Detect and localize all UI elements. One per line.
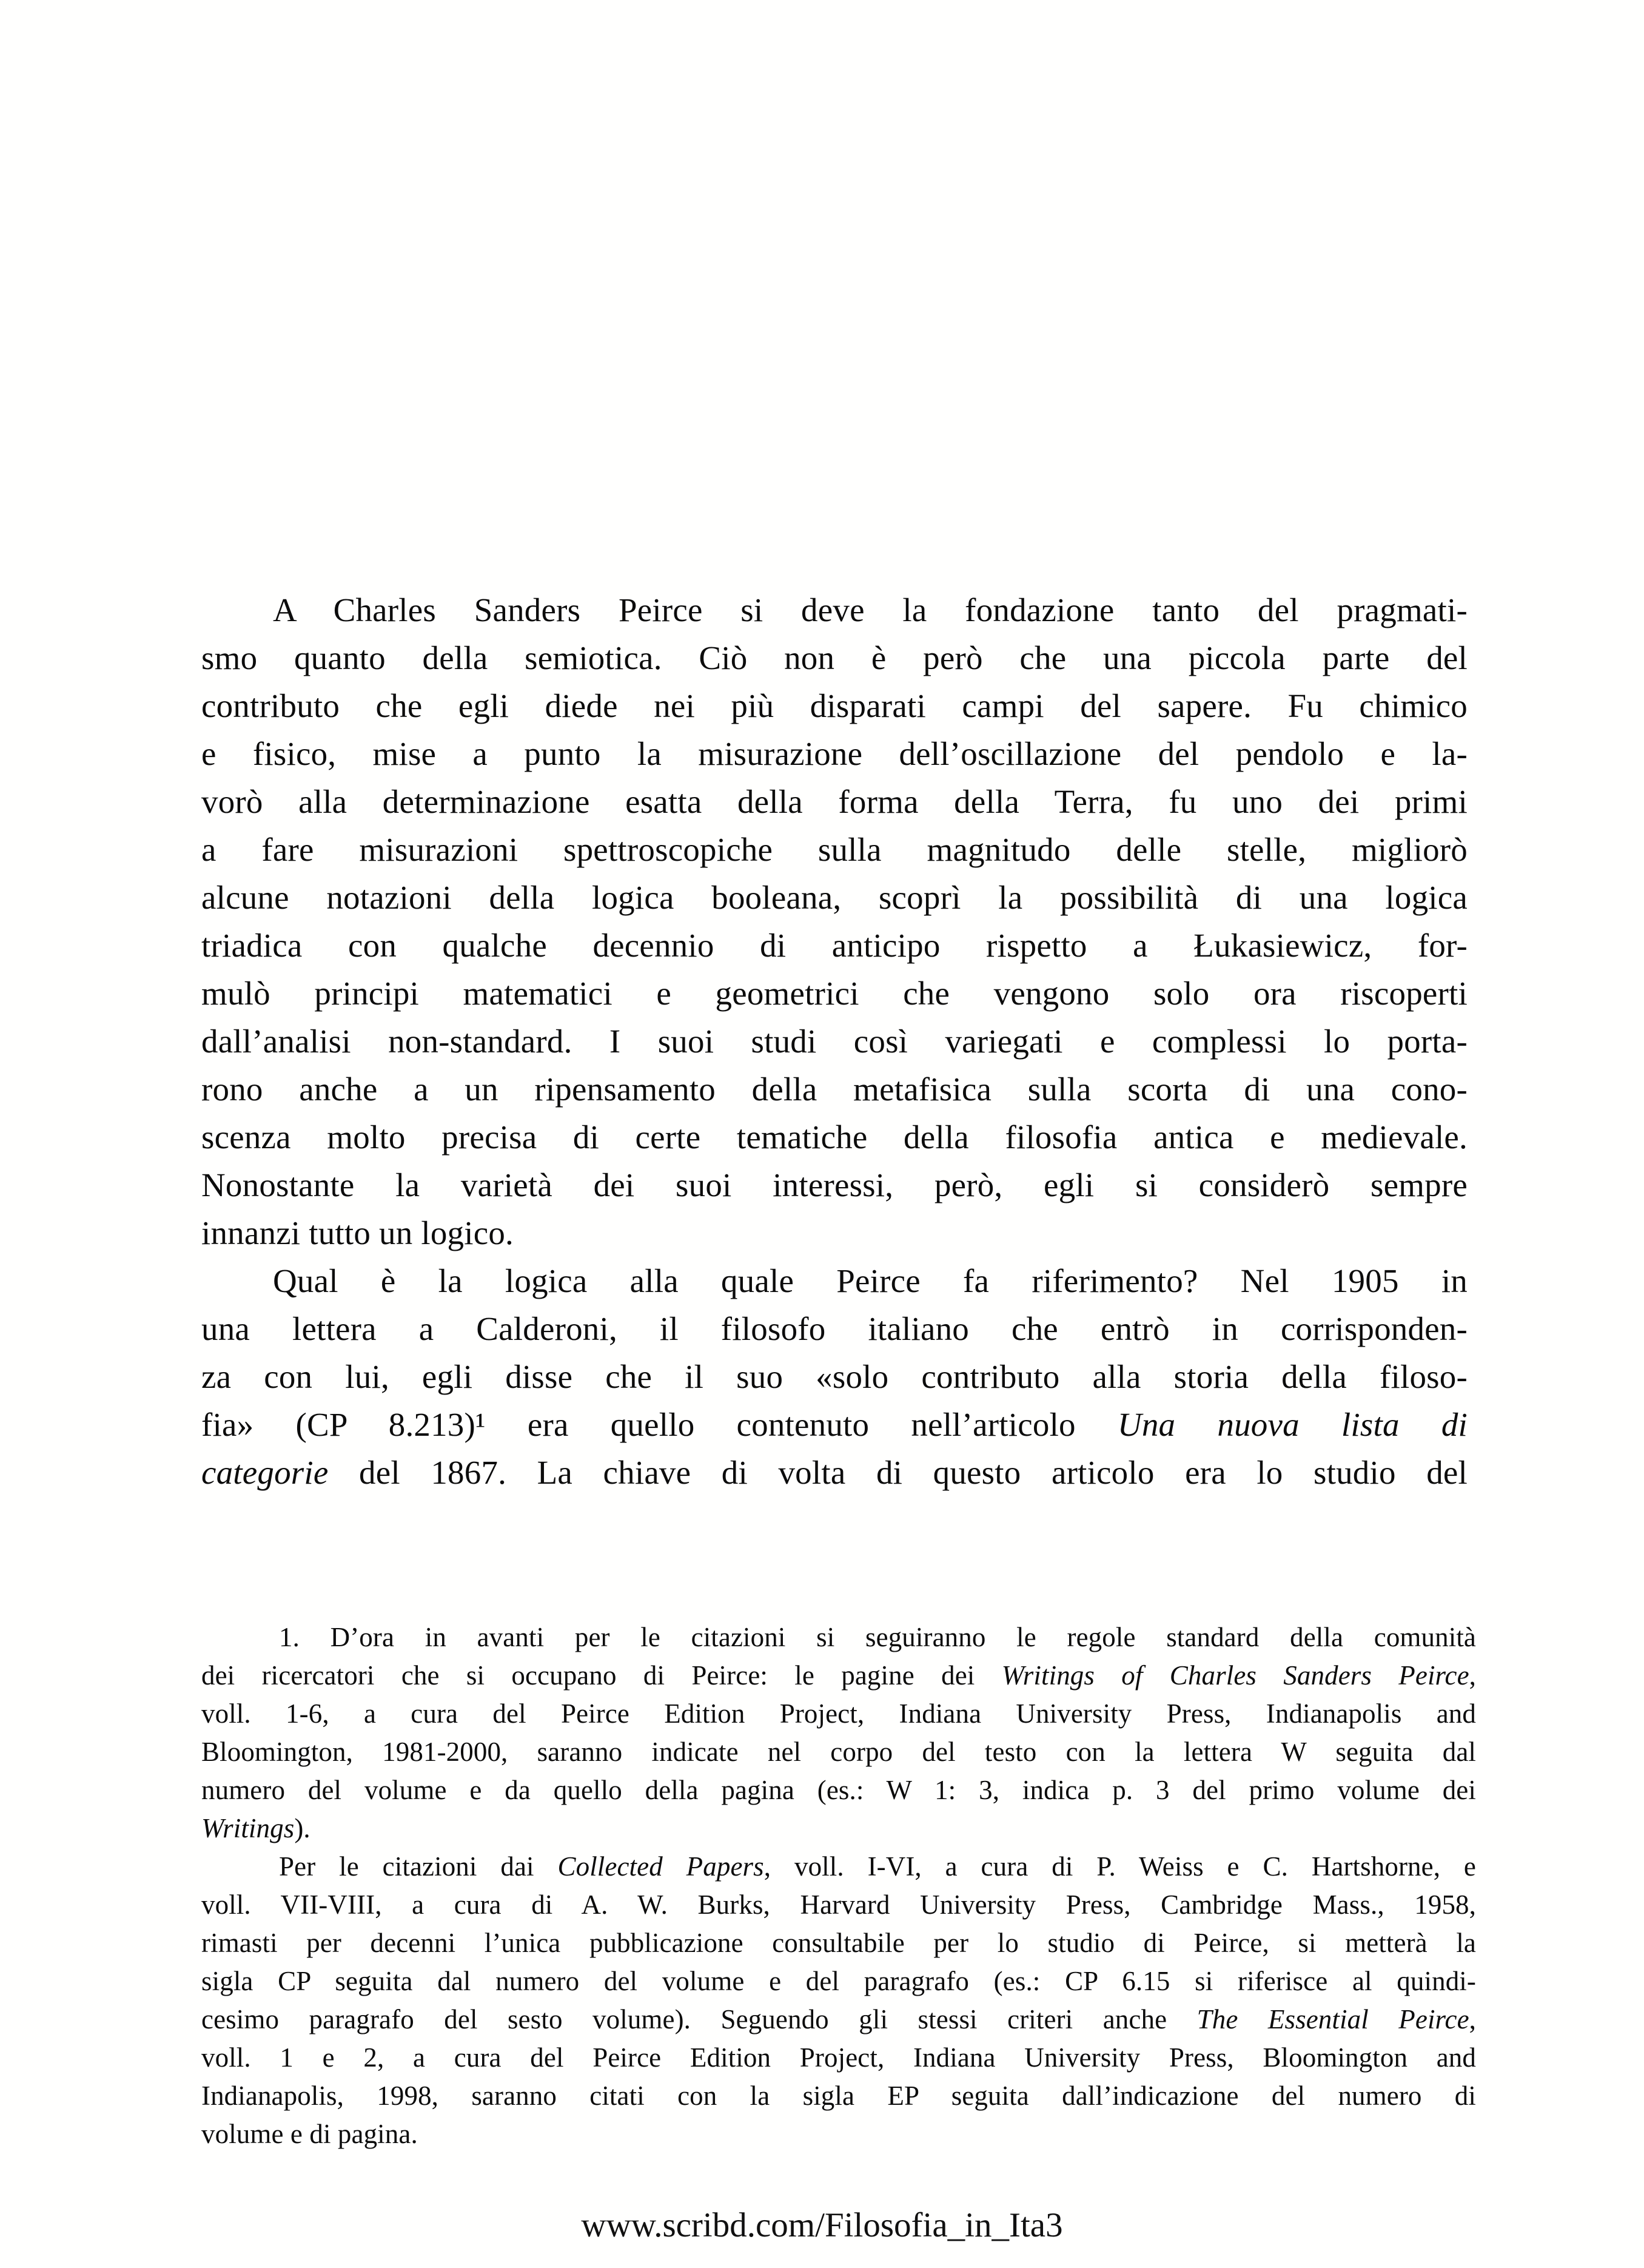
text-segment: e fisico, mise a punto la misurazione dell’oscillazione del pendolo e la- [201,735,1468,772]
text-line [201,1257,1468,1305]
text-segment: a fare misurazioni spettroscopiche sulla magnitudo delle stelle, migliorò [201,831,1468,868]
text-line [201,1065,1468,1113]
text-line [201,682,1468,730]
text-segment: 1. D’ora in avanti per le citazioni si seguiranno le regole standard della comunità [279,1622,1476,1652]
watermark-url: www.scribd.com/Filosofia_in_Ita3 [581,2206,1063,2244]
italic-text-segment: categorie [201,1454,329,1491]
text-segment: , [1469,2004,1476,2034]
text-line [201,634,1468,682]
text-line [201,1809,1476,1848]
text-segment: voll. 1 e 2, a cura del Peirce Edition Project, Indiana University Press, Bloomington and [201,2042,1476,2073]
text-line [201,2000,1476,2039]
text-segment: rono anche a un ripensamento della metafisica sulla scorta di una cono- [201,1071,1468,1108]
text-line [201,2077,1476,2115]
italic-text-segment: Writings [201,1813,295,1843]
text-line [201,2039,1476,2077]
text-line [201,1924,1476,1962]
text-segment: Indianapolis, 1998, saranno citati con la sigla EP seguita dall’indicazione del numero di [201,2081,1476,2111]
text-segment: voll. VII-VIII, a cura di A. W. Burks, Harvard University Press, Cambridge Mass., 1958, [201,1889,1476,1920]
text-line [201,1161,1468,1209]
text-line [201,1657,1476,1695]
text-line [201,1449,1468,1496]
main-text-block [201,586,1468,1496]
text-segment: Per le citazioni dai [279,1851,558,1882]
text-segment: Bloomington, 1981-2000, saranno indicate nel corpo del testo con la lettera W seguita dal [201,1737,1476,1767]
text-segment: volume e di pagina. [201,2119,418,2149]
text-line [201,826,1468,873]
text-segment: rimasti per decenni l’unica pubblicazione consultabile per lo studio di Peirce, si metterà la [201,1928,1476,1958]
text-line [201,778,1468,826]
text-segment: scenza molto precisa di certe tematiche della filosofia antica e medievale. [201,1119,1468,1156]
text-line [201,1733,1476,1771]
italic-text-segment: Collected Papers [557,1851,764,1882]
text-segment: alcune notazioni della logica booleana, scoprì la possibilità di una logica [201,879,1468,916]
text-line [201,730,1468,778]
text-line [201,1305,1468,1353]
text-line [201,1017,1468,1065]
text-segment: mulò principi matematici e geometrici che vengono solo ora riscoperti [201,975,1468,1012]
text-segment: triadica con qualche decennio di anticipo rispetto a Łukasiewicz, for- [201,927,1468,964]
italic-text-segment: Una nuova lista di [1117,1406,1468,1443]
italic-text-segment: The Essential Peirce [1196,2004,1469,2034]
text-segment: , [1469,1660,1476,1691]
text-segment: innanzi tutto un logico. [201,1214,514,1251]
paragraph [201,1257,1468,1496]
text-segment: sigla CP seguita dal numero del volume e del paragrafo (es.: CP 6.15 si riferisce al quindi- [201,1966,1476,1996]
text-line [201,586,1468,634]
text-segment: dei ricercatori che si occupano di Peirce: le pagine dei [201,1660,1002,1691]
text-line [201,1209,1468,1257]
text-segment: numero del volume e da quello della pagina (es.: W 1: 3, indica p. 3 del primo volume dei [201,1775,1476,1805]
text-segment: cesimo paragrafo del sesto volume). Seguendo gli stessi criteri anche [201,2004,1197,2034]
text-segment: vorò alla determinazione esatta della forma della Terra, fu uno dei primi [201,783,1468,820]
text-line [201,1113,1468,1161]
text-line [201,2115,1476,2153]
text-line [201,1401,1468,1449]
text-line [201,921,1468,969]
text-segment: una lettera a Calderoni, il filosofo italiano che entrò in corrisponden- [201,1310,1468,1347]
text-line [201,969,1468,1017]
text-line [201,1695,1476,1733]
text-line [201,1771,1476,1809]
text-segment: del 1867. La chiave di volta di questo articolo era lo studio del [328,1454,1468,1491]
text-line [201,1618,1476,1657]
text-line [201,1848,1476,1886]
text-segment: contributo che egli diede nei più disparati campi del sapere. Fu chimico [201,687,1468,724]
text-segment: smo quanto della semiotica. Ciò non è però che una piccola parte del [201,639,1468,676]
text-line [201,873,1468,921]
text-segment: voll. 1-6, a cura del Peirce Edition Project, Indiana University Press, Indianapolis and [201,1698,1476,1729]
text-segment: fia» (CP 8.213)¹ era quello contenuto nell’articolo [201,1406,1118,1443]
text-segment: ). [294,1813,310,1843]
text-line [201,1886,1476,1924]
text-segment: , voll. I-VI, a cura di P. Weiss e C. Hartshorne, e [763,1851,1476,1882]
paragraph [201,1618,1476,1848]
text-segment: A Charles Sanders Peirce si deve la fondazione tanto del pragmati- [273,591,1468,628]
text-segment: za con lui, egli disse che il suo «solo contributo alla storia della filoso- [201,1358,1468,1395]
italic-text-segment: Writings of Charles Sanders Peirce [1001,1660,1469,1691]
footnote-block [201,1618,1476,2153]
text-segment: dall’analisi non-standard. I suoi studi così variegati e complessi lo porta- [201,1023,1468,1060]
text-segment: Qual è la logica alla quale Peirce fa riferimento? Nel 1905 in [273,1262,1468,1299]
text-segment: Nonostante la varietà dei suoi interessi, però, egli si considerò sempre [201,1166,1468,1203]
text-line [201,1962,1476,2000]
text-line [201,1353,1468,1401]
paragraph [201,1848,1476,2153]
paragraph [201,586,1468,1257]
